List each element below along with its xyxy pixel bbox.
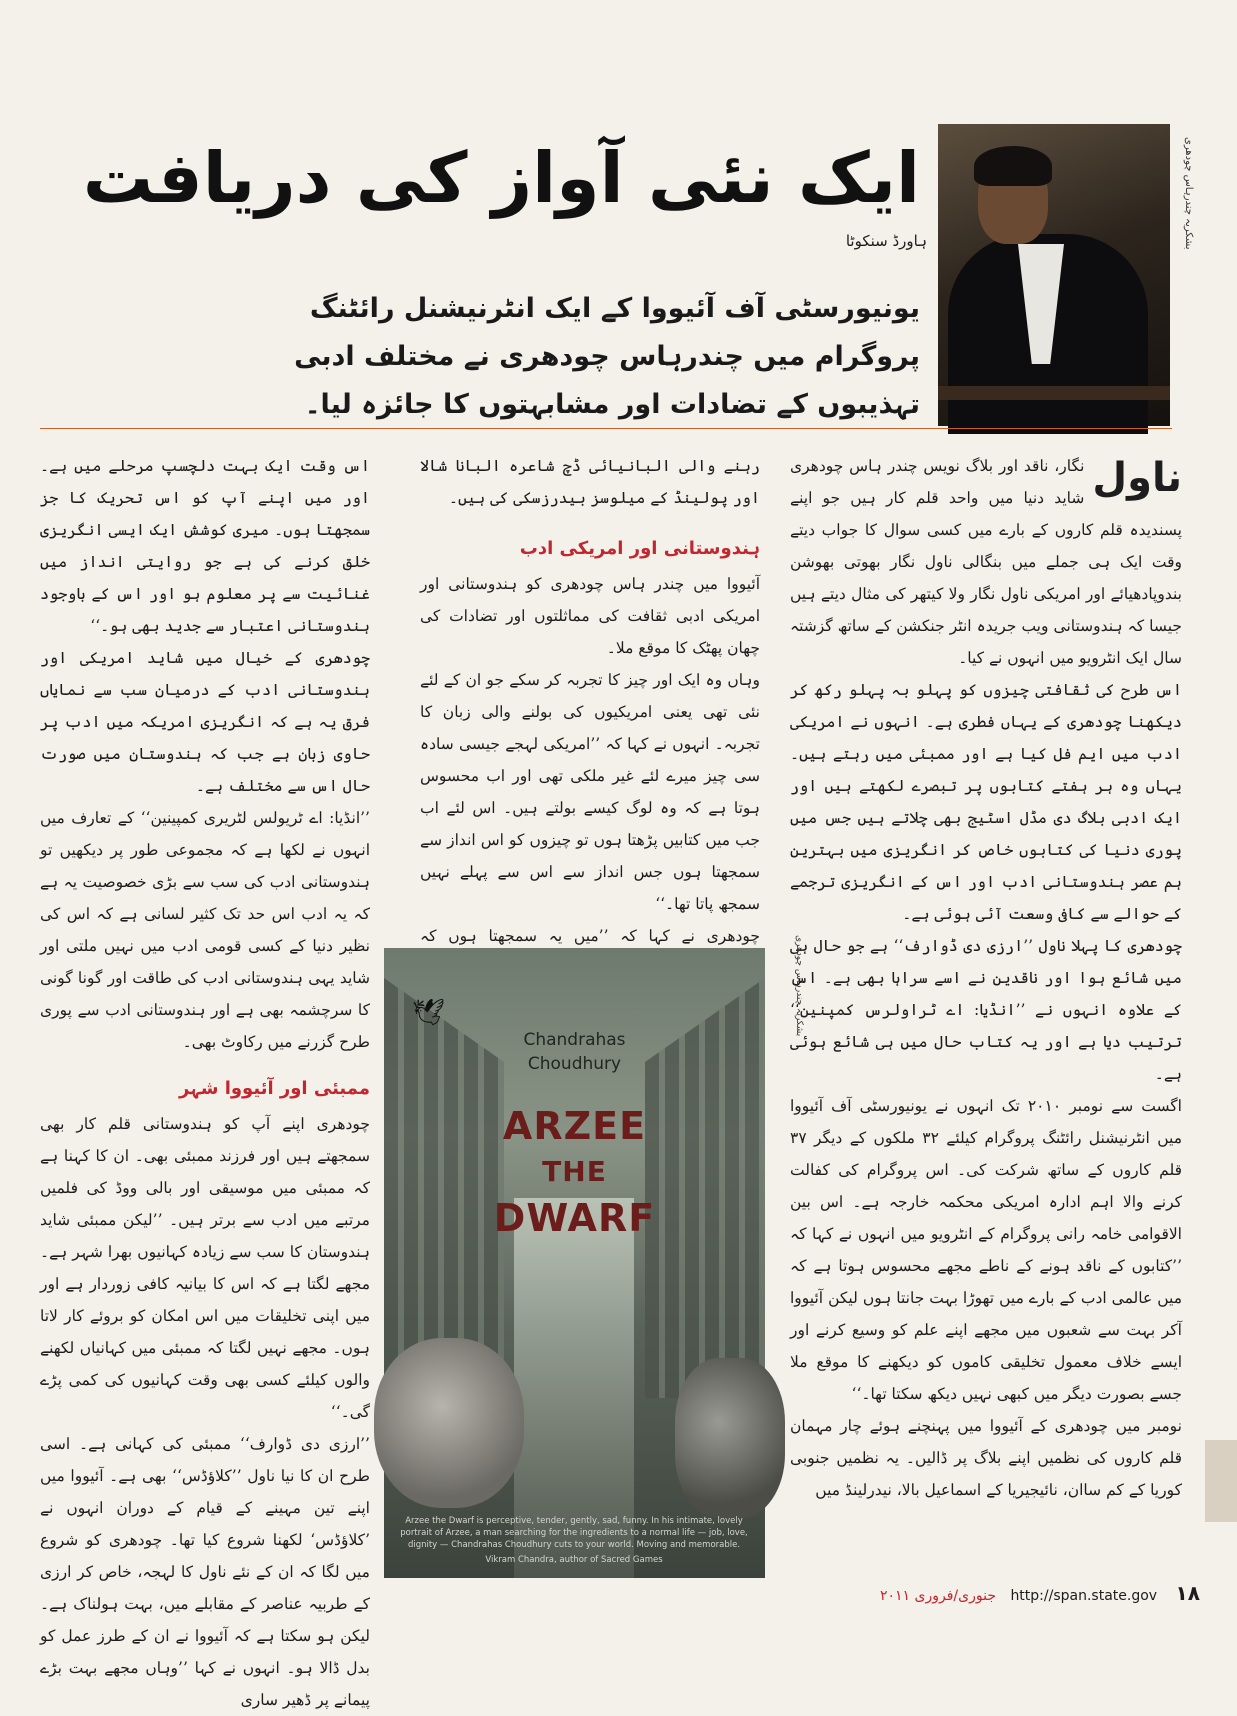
section-subhead: ممبئی اور آئیووا شہر: [178, 1078, 370, 1099]
paragraph: اس وقت ایک بہت دلچسپ مرحلے میں ہے۔ اور میں اپنے آپ کو اس تحریک کا جز سمجھتا ہوں۔ میری کوشش ایک ایسی انگریزی خلق کرنے کی ہے جو روایتی انداز میں غنائیت سے پر معلوم ہو اور اس کے باوجود ہندوستانی اعتبار سے جدید بھی ہو۔‘‘: [40, 457, 370, 635]
paragraph: ’’انڈیا: اے ٹریولس لٹریری کمپینین‘‘ کے تعارف میں انہوں نے لکھا ہے کہ مجموعی طور پر دیکھیں تو ہندوستانی ادب کی سب سے بڑی خصوصیت یہ ہے کہ یہ ادب اس حد تک کثیر لسانی ہے کہ اس کی نظیر دنیا کے کسی قومی ادب میں نہیں ملتی اور شاید یہی ہندوستانی ادب کی طاقت اور گونا گونی کا سرچشمہ بھی ہے اور ہندوستانی ادب سے پوری طرح گزرنے میں رکاوٹ بھی۔: [40, 809, 370, 1051]
paragraph: اگست سے نومبر ۲۰۱۰ تک انہوں نے یونیورسٹی آف آئیووا میں انٹرنیشنل رائٹنگ پروگرام کیلئے ۳۲ ملکوں کے دیگر ۳۷ قلم کاروں کے ساتھ شرکت کی۔ اس پروگرام کی کفالت کرنے والا اہم ادارہ امریکی محکمہ خارجہ ہے۔ اس بین الاقوامی خامہ رانی پروگرام کے انٹرویو میں انہوں نے کہا کہ ’’کتابوں کے ناقد ہونے کے ناطے مجھے محسوس ہوتا ہے کہ میں عالمی ادب کے بارے میں تھوڑا بہت جانتا ہوں لیکن آئیووا آکر بہت سے شعبوں میں مجھے اپنے علم کو وسیع کرنے اور ایسے خلاف معمول تخلیقی کاموں کو دیکھنے کا موقع ملا جسے بصورت دیگر میں کبھی نہیں دیکھ سکتا تھا۔‘‘: [790, 1097, 1182, 1403]
paragraph: رہنے والی البانیائی ڈچ شاعرہ البانا شالا اور پولینڈ کے میلوسز بیدرزسکی کی ہیں۔: [420, 457, 760, 507]
cover-hand-shape: [675, 1358, 785, 1518]
column-middle: [420, 450, 760, 945]
section-subhead: ہندوستانی اور امریکی ادب: [519, 538, 760, 559]
cover-credit: بشکریہ چندرہاس چودھری: [794, 935, 804, 1037]
cover-title-line: DWARF: [493, 1196, 656, 1240]
paragraph: نومبر میں چودھری کے آئیووا میں پہنچنے ہوئے چار مہمان قلم کاروں کی نظمیں اپنے بلاگ پر ڈالیں۔ یہ نظمیں جنوبی کوریا کے کم ساان، نائیجیریا کے اسماعیل بالا، نیدرلینڈ میں: [790, 1417, 1182, 1499]
book-cover-image: [384, 948, 765, 1578]
dropcap-word: ناول: [1092, 455, 1182, 501]
header-divider: [40, 428, 1172, 429]
paragraph: ’’ارزی دی ڈوارف‘‘ ممبئی کی کہانی ہے۔ اسی طرح ان کا نیا ناول ’’کلاؤڈس‘‘ بھی ہے۔ آئیووا میں اپنے تین مہینے کے قیام کے دوران انہوں نے ’کلاؤڈس‘ لکھنا شروع کیا تھا۔ چودھری کو شروع میں لگا کہ ان کے نئے ناول کا لہجہ، خاص کر ارزی کے طربیہ عناصر کے مقابلے میں، بہت ہولناک ہے۔ لیکن ہو سکتا ہے کہ آئیووا نے ان کے طرز عمل کو بدل ڈالا ہو۔ انہوں نے کہا ’’وہاں مجھے بہت بڑے پیمانے پر ڈھیر ساری: [40, 1435, 370, 1709]
cover-title-line: ARZEE: [502, 1104, 647, 1148]
paragraph: وہاں وہ ایک اور چیز کا تجربہ کر سکے جو ان کے لئے نئی تھی یعنی امریکیوں کی بولنے والی زبان کا تجربہ۔ انہوں نے کہا کہ ’’امریکی لہجے جیسی سادہ سی چیز میرے لئے غیر ملکی تھی اور اب محسوس ہوتا ہے کہ وہ لوگ کیسے بولتے ہیں۔ اس لئے اب جب میں کتابیں پڑھتا ہوں تو چیزوں کو اس انداز سے سمجھتا ہوں جس انداز سے اس سے پہلے نہیں سمجھ پاتا تھا۔‘‘: [420, 671, 760, 913]
cover-blurb-text: Arzee the Dwarf is perceptive, tender, gently, sad, funny. In his intimate, lovely portrait of Arzee, a man searching for the ingredients to a normal life — job, love, dignity — Chandrahas Choudhury cuts to your world. Moving and memorable.: [400, 1516, 748, 1550]
footer-url[interactable]: http://span.state.gov: [1010, 1588, 1158, 1604]
page-number: ۱۸: [1175, 1581, 1200, 1605]
paragraph: آئیووا میں چندر ہاس چودھری کو ہندوستانی اور امریکی ادبی ثقافت کی مماثلتوں اور تضادات کی چھان پھٹک کا موقع ملا۔: [420, 575, 760, 657]
author-byline: ہاورڈ سنکوٹا: [845, 232, 927, 250]
cover-goat-shape: [374, 1338, 524, 1508]
issue-date: جنوری/فروری ۲۰۱۱: [880, 1588, 996, 1604]
article-deck: یونیورسٹی آف آئیووا کے ایک انٹرنیشنل رائٹنگ پروگرام میں چندرہاس چودھری نے مختلف ادبی تہذیبوں کے تضادات اور مشابہتوں کا جائزہ لیا۔: [294, 293, 920, 420]
cover-title: [384, 1103, 765, 1241]
author-photo: [938, 124, 1170, 426]
column-left: [40, 450, 370, 1709]
paragraph: چودھری نے کہا کہ ’’میں یہ سمجھتا ہوں کہ: [420, 927, 760, 945]
paragraph: چودھری اپنے آپ کو ہندوستانی قلم کار بھی سمجھتے ہیں اور فرزند ممبئی بھی۔ ان کا کہنا ہے کہ ممبئی میں موسیقی اور بالی ووڈ کی فلمیں مرتبے میں ادب سے برتر ہیں۔ ’’لیکن ممبئی شاید ہندوستان کا سب سے زیادہ کہانیوں بھرا شہر ہے۔ مجھے لگتا ہے کہ اس کا بیانیہ کافی زوردار ہے اور میں اپنی تخلیقات میں اس امکان کو بروئے کار لاتا ہوں۔ مجھے نہیں لگتا کہ ممبئی میں کہانیاں لکھنے والوں کیلئے کسی بھی وقت کہانیوں کی کمی پڑے گی۔‘‘: [40, 1115, 370, 1421]
cover-author-name: Chandrahas Choudhury: [523, 1030, 626, 1074]
bird-icon: 🕊: [412, 998, 446, 1028]
photo-railing-shape: [938, 386, 1170, 400]
photo-hair-shape: [974, 146, 1052, 186]
article-title: ایک نئی آواز کی دریافت: [82, 137, 920, 219]
paragraph: اس طرح کی ثقافتی چیزوں کو پہلو بہ پہلو رکھ کر دیکھنا چودھری کے یہاں فطری ہے۔ انہوں نے امریکی ادب میں ایم فل کیا ہے اور ممبئی میں رہتے ہیں۔ یہاں وہ ہر ہفتے کتابوں پر تبصرے لکھتے ہیں اور ایک ادبی بلاگ دی مڈل اسٹیج بھی چلاتے ہیں جس میں پوری دنیا کی کتابوں خاص کر انگریزی میں بہترین ہم عصر ہندوستانی ادب اور اس کے انگریزی ترجمے کے حوالے سے کافی وسعت آئی ہوئی ہے۔: [790, 681, 1182, 923]
column-right: [790, 450, 1182, 1580]
cover-blurb-attribution: Vikram Chandra, author of Sacred Games: [485, 1555, 663, 1565]
cover-author: [384, 1028, 765, 1076]
paragraph: چودھری کا پہلا ناول ’’ارزی دی ڈوارف‘‘ ہے جو حال ہی میں شائع ہوا اور ناقدین نے اسے سراہا بھی ہے۔ اس کے علاوہ انہوں نے ’’انڈیا: اے ٹراولرس کمپنین‘‘ ترتیب دیا ہے اور یہ کتاب حال میں ہی شائع ہوئی ہے۔: [790, 937, 1182, 1083]
cover-blurb: [394, 1515, 754, 1566]
section-edge-tab: [1205, 1440, 1237, 1522]
paragraph: نگار، ناقد اور بلاگ نویس چندر ہاس چودھری شاید دنیا میں واحد قلم کار ہیں جو اپنے پسندیدہ قلم کاروں کے بارے میں کسی سوال کا جواب دیتے وقت ایک ہی جملے میں بنگالی ناول نگار بھوتی بھوشن بندوپادھیائے اور امریکی ناول نگار ولا کیتھر کی مثال دیتے ہیں جیسا کہ ہندوستانی ویب جریدہ انٹر جنکشن کے ساتھ گزشتہ سال ایک انٹرویو میں انہوں نے کیا۔: [790, 457, 1182, 667]
paragraph: چودھری کے خیال میں شاید امریکی اور ہندوستانی ادب کے درمیان سب سے نمایاں فرق یہ ہے کہ انگریزی امریکہ میں ادب پر حاوی زبان ہے جب کہ ہندوستان میں صورت حال اس سے مختلف ہے۔: [40, 649, 370, 795]
cover-title-line: THE: [542, 1155, 607, 1188]
photo-credit: بشکریہ چندرہاس چودھری: [1183, 137, 1194, 250]
page-footer: [880, 1580, 1200, 1606]
